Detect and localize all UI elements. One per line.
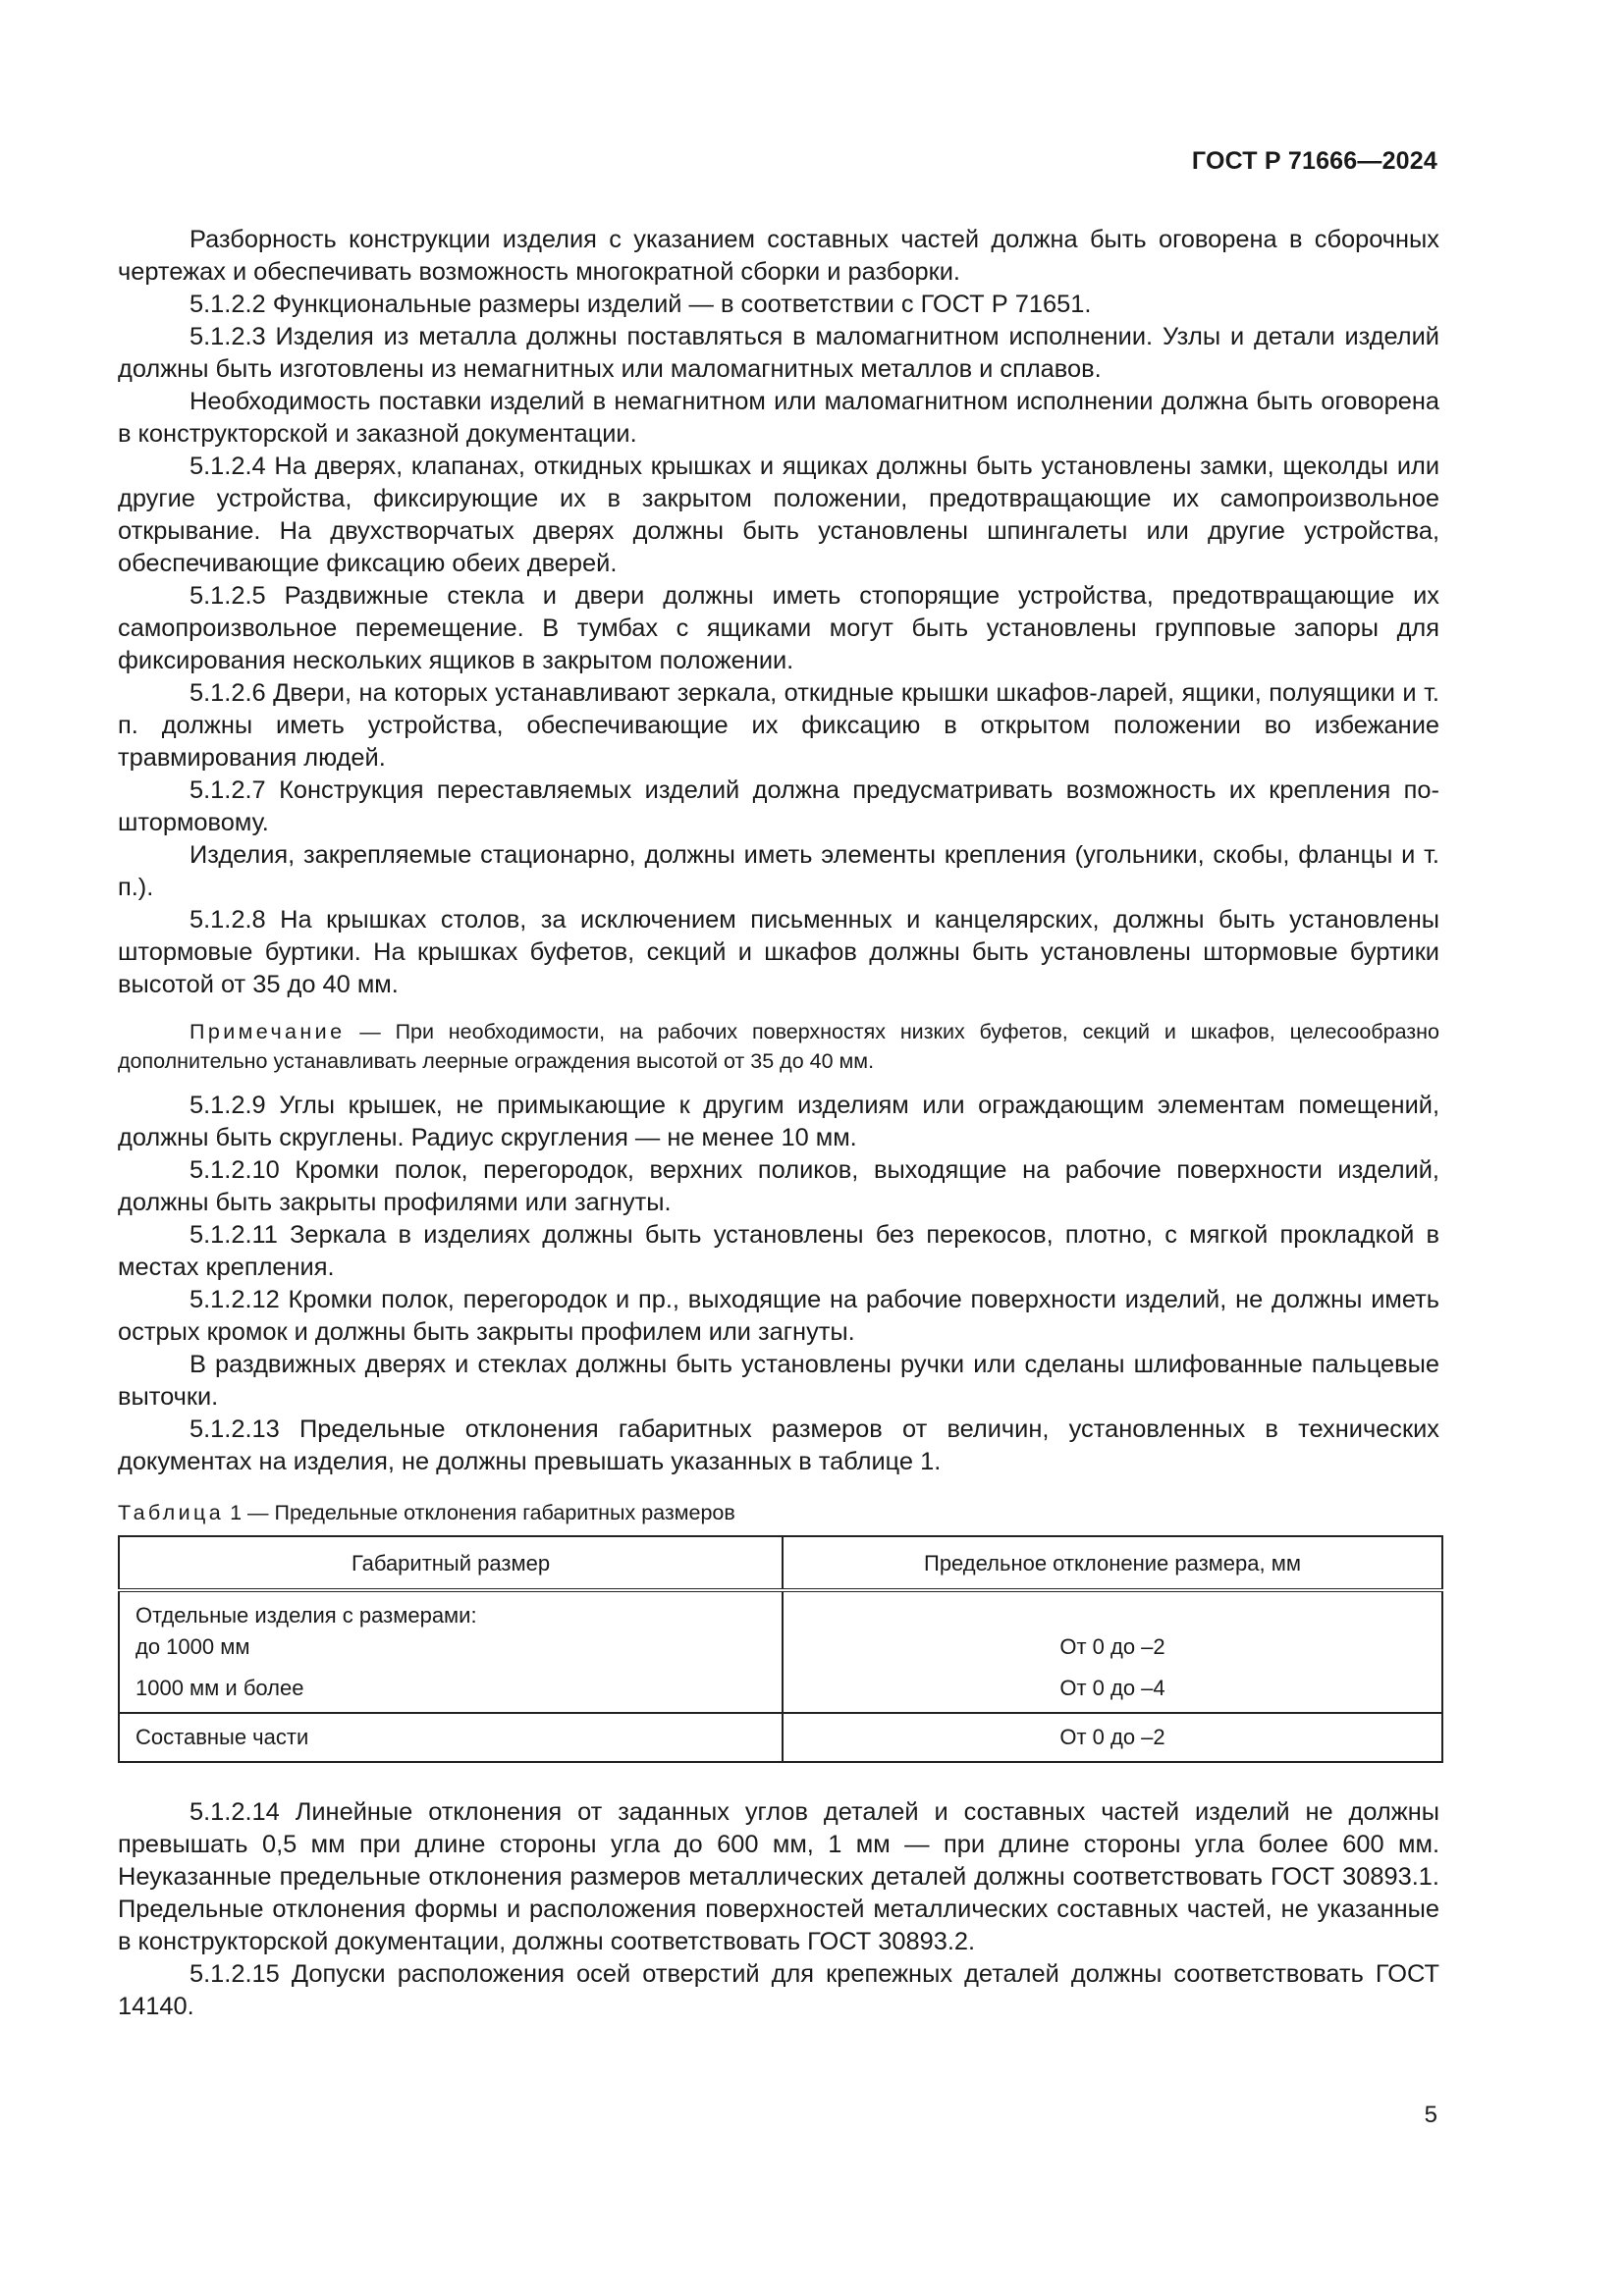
note xyxy=(118,1017,1439,1076)
table-row xyxy=(119,1713,1442,1762)
table-caption-label: Таблица xyxy=(118,1501,225,1524)
table-caption xyxy=(118,1498,1439,1527)
deviation-cell: От 0 до –4 xyxy=(1059,1676,1165,1700)
clause-5-1-2-10: 5.1.2.10 Кромки полок, перегородок, верхних поликов, выходящие на рабочие поверхности изделий, должны быть закрыты профилями или загнуты. xyxy=(118,1156,1439,1216)
note-text: — При необходимости, на рабочих поверхностях низких буфетов, секций и шкафов, целесообразно дополнительно устанавливать леерные ограждения высотой от 35 до 40 мм. xyxy=(118,1020,1439,1073)
clause-5-1-2-9: 5.1.2.9 Углы крышек, не примыкающие к другим изделиям или ограждающим элементам помещений, должны быть скруглены. Радиус скругления — не менее 10 мм. xyxy=(118,1092,1439,1151)
clause-5-1-2-3: 5.1.2.3 Изделия из металла должны поставляться в маломагнитном исполнении. Узлы и детали изделий должны быть изготовлены из немагнитных или маломагнитных металлов и сплавов. xyxy=(118,323,1439,383)
group-label: Отдельные изделия с размерами: xyxy=(135,1603,477,1628)
table-cell xyxy=(783,1663,1442,1713)
clause-5-1-2-4: 5.1.2.4 На дверях, клапанах, откидных крышках и ящиках должны быть установлены замки, щеколды или другие устройства, фиксирующие их в закрытом положении, предотвращающие их самопроизвольное открывание. На двухстворчатых дверях должны быть установлены шпингалеты или другие устройства, обеспечивающие фиксацию обеих дверей. xyxy=(118,453,1439,577)
paragraph: Разборность конструкции изделия с указанием составных частей должна быть оговорена в сборочных чертежах и обеспечивать возможность многократной сборки и разборки. xyxy=(118,226,1439,286)
clause-5-1-2-6: 5.1.2.6 Двери, на которых устанавливают зеркала, откидные крышки шкафов-ларей, ящики, полуящики и т. п. должны иметь устройства, обеспечивающие их фиксацию в открытом положении во избежание травмирования людей. xyxy=(118,679,1439,772)
table-header-row xyxy=(119,1536,1442,1590)
table-caption-text: 1 — Предельные отклонения габаритных размеров xyxy=(224,1501,735,1524)
size-cell: 1000 мм и более xyxy=(135,1676,304,1700)
clause-5-1-2-8: 5.1.2.8 На крышках столов, за исключением письменных и канцелярских, должны быть установлены штормовые буртики. На крышках буфетов, секций и шкафов должны быть установлены штормовые буртики высотой от 35 до 40 мм. xyxy=(118,906,1439,998)
clause-5-1-2-13: 5.1.2.13 Предельные отклонения габаритных размеров от величин, установленных в технических документах на изделия, не должны превышать указанных в таблице 1. xyxy=(118,1415,1439,1475)
table-cell xyxy=(783,1713,1442,1762)
table-row xyxy=(119,1590,1442,1663)
clause-5-1-2-5: 5.1.2.5 Раздвижные стекла и двери должны иметь стопорящие устройства, предотвращающие их самопроизвольное перемещение. В тумбах с ящиками могут быть установлены групповые запоры для фиксирования нескольких ящиков в закрытом положении. xyxy=(118,582,1439,674)
table-cell xyxy=(783,1590,1442,1663)
size-cell: до 1000 мм xyxy=(135,1634,250,1659)
paragraph: В раздвижных дверях и стеклах должны быть установлены ручки или сделаны шлифованные пальцевые выточки. xyxy=(118,1351,1439,1411)
clause-5-1-2-12: 5.1.2.12 Кромки полок, перегородок и пр., выходящие на рабочие поверхности изделий, не должны иметь острых кромок и должны быть закрыты профилем или загнуты. xyxy=(118,1286,1439,1346)
column-header: Предельное отклонение размера, мм xyxy=(783,1536,1442,1590)
body-text xyxy=(118,224,1439,2023)
table-cell xyxy=(119,1663,783,1713)
column-header: Габаритный размер xyxy=(119,1536,783,1590)
deviation-table xyxy=(118,1535,1443,1763)
clause-5-1-2-2: 5.1.2.2 Функциональные размеры изделий — в соответствии с ГОСТ Р 71651. xyxy=(189,291,1092,318)
deviation-cell: От 0 до –2 xyxy=(1059,1725,1165,1749)
clause-5-1-2-7: 5.1.2.7 Конструкция переставляемых изделий должна предусматривать возможность их крепления по-штормовому. xyxy=(118,776,1439,836)
page-number: 5 xyxy=(1424,2102,1437,2128)
table-cell xyxy=(119,1590,783,1663)
deviation-cell: От 0 до –2 xyxy=(1059,1634,1165,1659)
standard-header: ГОСТ Р 71666—2024 xyxy=(1191,147,1437,175)
paragraph: Изделия, закрепляемые стационарно, должны иметь элементы крепления (угольники, скобы, фланцы и т. п.). xyxy=(118,841,1439,901)
table-cell xyxy=(119,1713,783,1762)
paragraph: Необходимость поставки изделий в немагнитном или маломагнитном исполнении должна быть оговорена в конструкторской и заказной документации. xyxy=(118,388,1439,448)
note-label: Примечание xyxy=(189,1020,346,1043)
clause-5-1-2-14: 5.1.2.14 Линейные отклонения от заданных углов деталей и составных частей изделий не должны превышать 0,5 мм при длине стороны угла до 600 мм, 1 мм — при длине стороны угла более 600 мм. Неуказанные предельные отклонения размеров металлических деталей должны соответствовать ГОСТ 30893.1. Предельные отклонения формы и расположения поверхностей металлических составных частей, не указанные в конструкторской документации, должны соответствовать ГОСТ 30893.2. xyxy=(118,1798,1439,1955)
size-cell: Составные части xyxy=(135,1725,309,1749)
clause-5-1-2-11: 5.1.2.11 Зеркала в изделиях должны быть установлены без перекосов, плотно, с мягкой прокладкой в местах крепления. xyxy=(118,1221,1439,1281)
clause-5-1-2-15: 5.1.2.15 Допуски расположения осей отверстий для крепежных деталей должны соответствовать ГОСТ 14140. xyxy=(118,1960,1439,2020)
table-row xyxy=(119,1663,1442,1713)
